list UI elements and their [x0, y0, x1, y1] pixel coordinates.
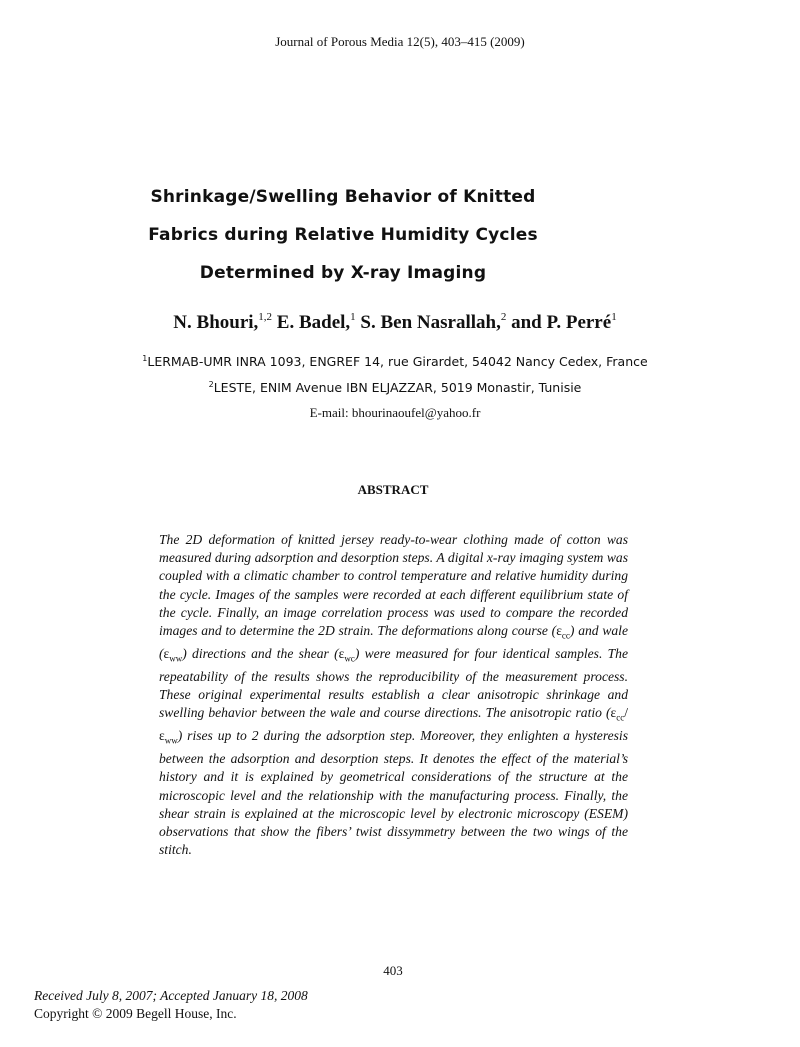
author-list — [0, 311, 790, 334]
author-name: S. Ben Nasrallah, — [360, 312, 501, 333]
affiliation-text: LERMAB-UMR INRA 1093, ENGREF 14, rue Girardet, 54042 Nancy Cedex, France — [147, 354, 648, 369]
abstract-text: ) directions and the shear ( — [182, 645, 339, 661]
epsilon-symbol: ε — [556, 623, 562, 639]
author-name: E. Badel, — [276, 312, 351, 333]
epsilon-symbol: ε — [338, 645, 345, 661]
journal-header: Journal of Porous Media 12(5), 403–415 (2009) — [275, 34, 525, 49]
epsilon-symbol: ε — [610, 705, 617, 721]
affiliation-1 — [0, 354, 790, 369]
author-affiliation-mark: 1 — [350, 311, 356, 323]
affiliation-mark: 1 — [142, 354, 148, 363]
received-dates: Received July 8, 2007; Accepted January 18, 2008 — [34, 988, 308, 1003]
ratio-slash: / — [624, 705, 628, 721]
title-line-3: Determined by X-ray Imaging — [199, 263, 487, 283]
subscript-wc: wc — [344, 653, 355, 664]
paper-title — [100, 178, 586, 292]
title-line-1: Shrinkage/Swelling Behavior of Knitted — [150, 187, 536, 207]
author-email: E-mail: bhourinaoufel@yahoo.fr — [309, 405, 481, 420]
subscript-cc: cc — [616, 712, 625, 723]
copyright-notice: Copyright © 2009 Begell House, Inc. — [34, 1006, 237, 1021]
abstract-text: ) rises up to 2 during the adsorption step. Moreover, they enlighten a hysteresis between the adsorption and desorption steps. It denotes the effect of the material’s history and it is explained by geometrical considerations of the structure at the microscopic level and the relationship with the manufacturing process. Finally, the shear strain is explained at the microscopic level by electronic microscopy (ESEM) observations that show the fibers’ twist dissymmetry between the two wings of the stitch. — [159, 728, 628, 858]
epsilon-symbol: ε — [159, 728, 165, 744]
subscript-cc: cc — [561, 630, 570, 641]
author-affiliation-mark: 1,2 — [258, 311, 273, 323]
title-line-2: Fabrics during Relative Humidity Cycles — [148, 225, 538, 245]
affiliation-mark: 2 — [208, 380, 214, 389]
abstract-text: The 2D deformation of knitted jersey ready-to-wear clothing made of cotton was measured during adsorption and desorption steps. A digital x-ray imaging system was coupled with a climatic chamber to control temperature and relative humidity during the cycle. Images of the samples were recorded at each different equilibrium state of the cycle. Finally, an image correlation process was used to compare the recorded images and to determine the 2D strain. The deformations along course ( — [159, 532, 628, 639]
abstract-body — [159, 531, 628, 859]
affiliation-2 — [0, 380, 790, 395]
abstract-heading: ABSTRACT — [357, 482, 429, 497]
abstract-text: ) and wale ( — [159, 623, 628, 661]
author-affiliation-mark: 1 — [611, 311, 617, 323]
author-name: N. Bhouri, — [173, 312, 259, 333]
author-name: and P. Perré — [511, 312, 612, 333]
subscript-ww: ww — [164, 735, 178, 746]
epsilon-symbol: ε — [163, 645, 170, 661]
author-affiliation-mark: 2 — [500, 311, 507, 323]
page-number: 403 — [383, 963, 403, 978]
affiliation-text: LESTE, ENIM Avenue IBN ELJAZZAR, 5019 Monastir, Tunisie — [213, 380, 582, 395]
subscript-ww: ww — [169, 653, 183, 664]
abstract-text: ) were measured for four identical samples. The repeatability of the results shows the reproducibility of the measurement process. These original experimental results establish a clear anisotropic shrinkage and swelling behavior between the wale and course directions. The anisotropic ratio ( — [159, 645, 628, 721]
